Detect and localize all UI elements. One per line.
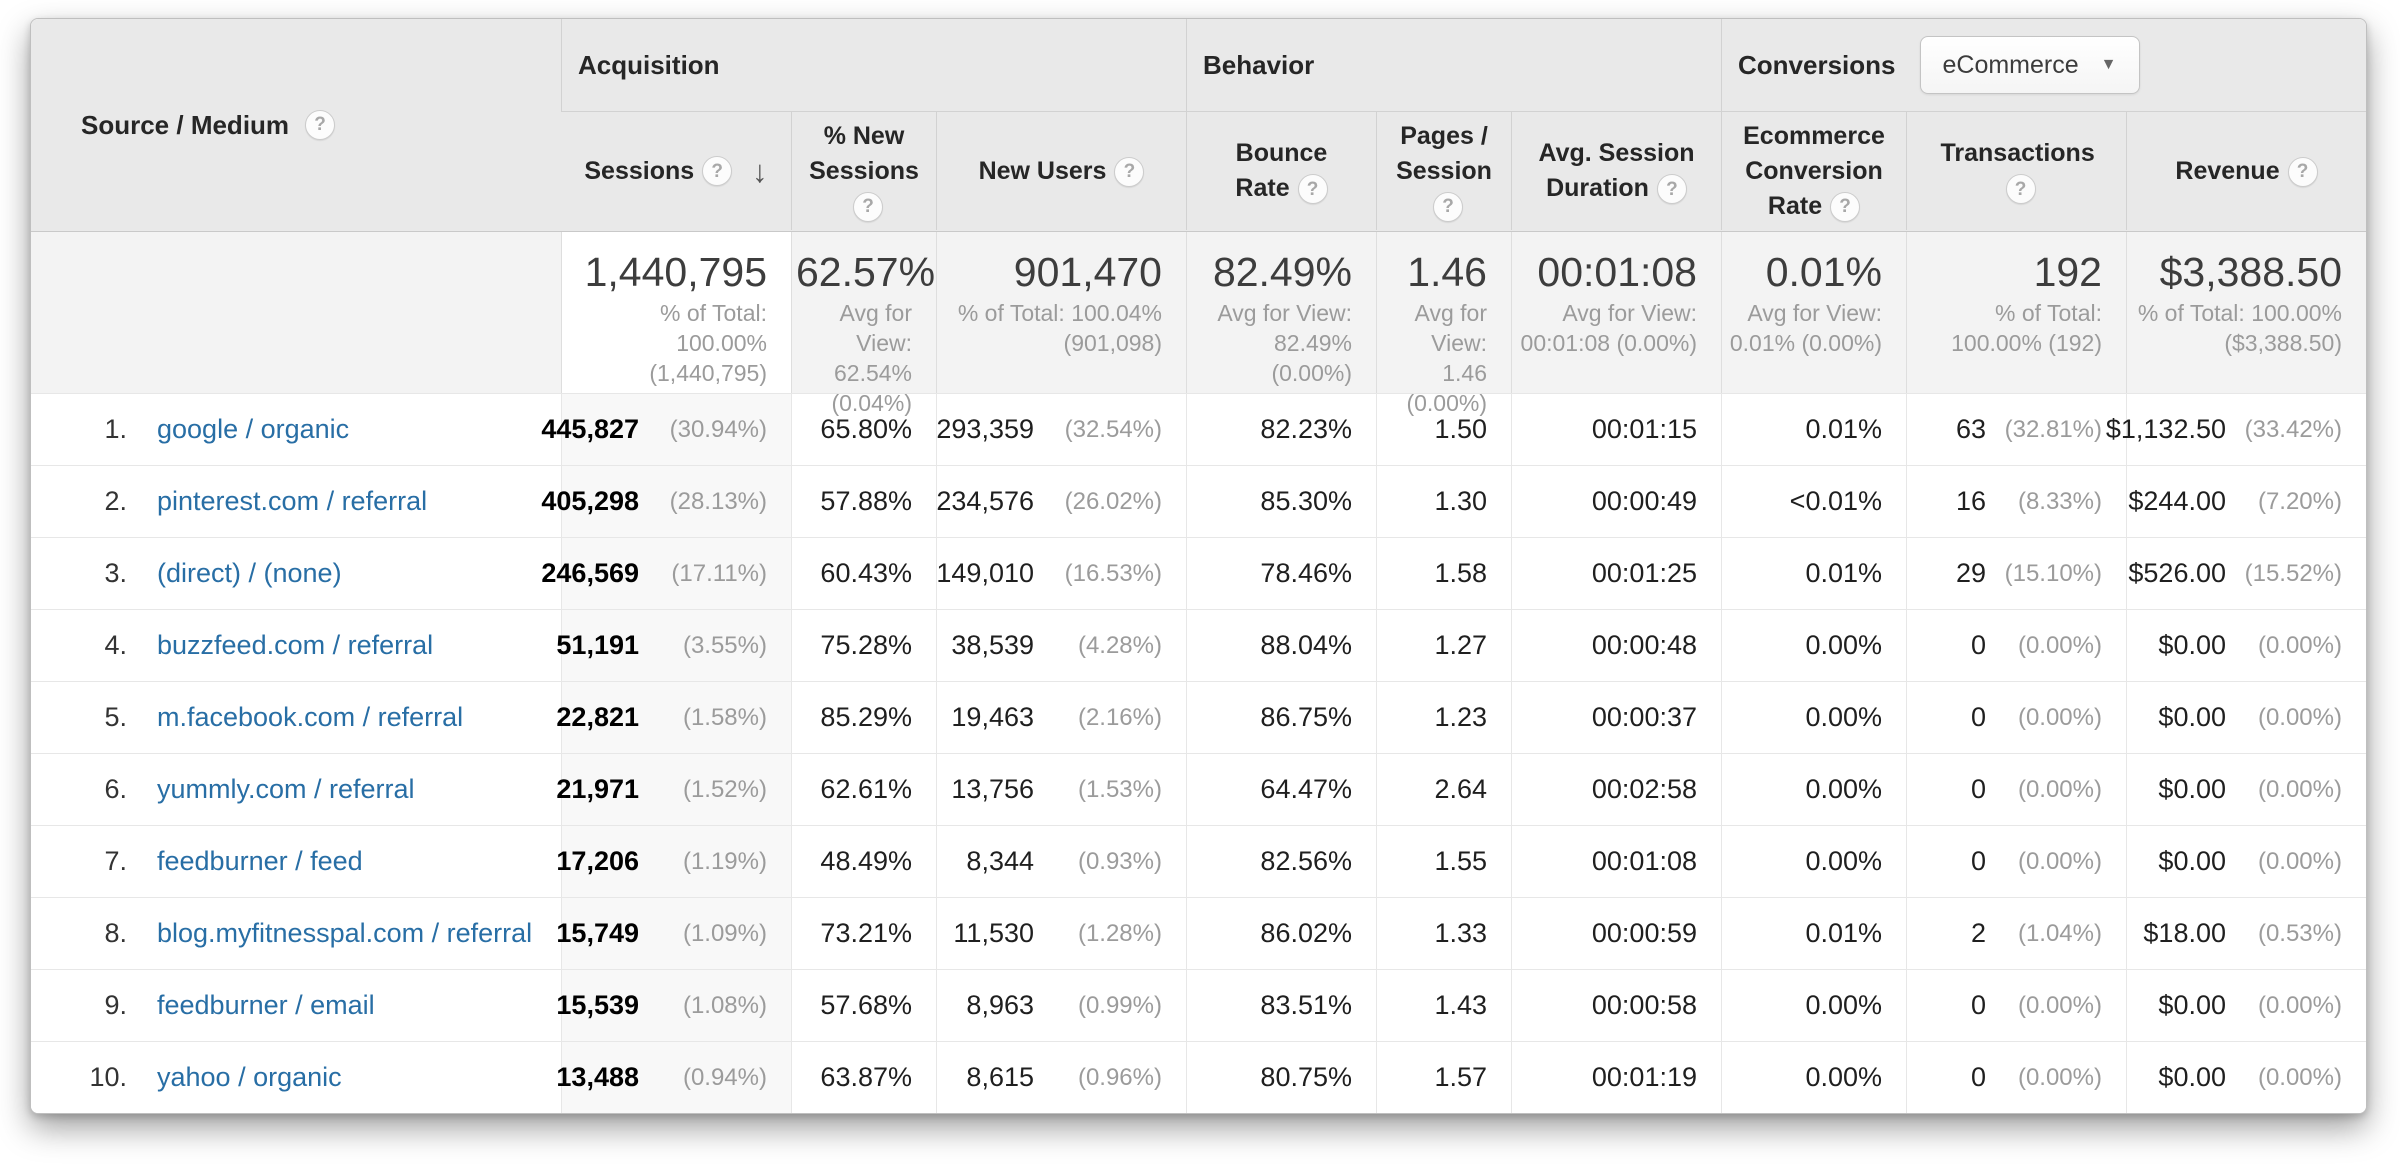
chevron-down-icon: ▼ <box>2100 56 2117 73</box>
new-users-cell: 13,756 (1.53%) <box>936 754 1186 825</box>
help-icon[interactable]: ? <box>1433 192 1463 222</box>
row-rank: 4. <box>104 630 127 660</box>
metric-group-row <box>561 19 2366 112</box>
table-row <box>31 1041 2366 1113</box>
new-sessions-rate-cell: 63.87% <box>791 1042 936 1113</box>
source-medium-cell <box>31 466 561 537</box>
avg-session-duration-cell: 00:00:58 <box>1511 970 1721 1041</box>
revenue-cell: $1,132.50 (33.42%) <box>2126 394 2366 465</box>
pages-session-cell: 1.33 <box>1376 898 1511 969</box>
source-medium-link[interactable]: feedburner / email <box>157 990 375 1020</box>
revenue-cell: $0.00 (0.00%) <box>2126 1042 2366 1113</box>
table-row <box>31 969 2366 1041</box>
source-medium-cell <box>31 754 561 825</box>
ecommerce-conversion-rate-cell: 0.01% <box>1721 394 1906 465</box>
metric-column-row <box>561 112 2366 230</box>
column-header-new-users[interactable]: New Users ? <box>936 112 1186 230</box>
sessions-cell: 445,827 (30.94%) <box>561 394 791 465</box>
bounce-rate-cell: 78.46% <box>1186 538 1376 609</box>
avg-session-duration-cell: 00:00:49 <box>1511 466 1721 537</box>
summary-avg-session-duration: 00:01:08 Avg for View: 00:01:08 (0.00%) <box>1511 232 1721 393</box>
avg-session-duration-cell: 00:00:59 <box>1511 898 1721 969</box>
source-medium-cell <box>31 826 561 897</box>
column-header-new-sessions[interactable]: % New Sessions? <box>791 112 936 230</box>
sessions-cell: 15,749 (1.09%) <box>561 898 791 969</box>
help-icon[interactable]: ? <box>702 156 732 186</box>
pages-session-cell: 1.23 <box>1376 682 1511 753</box>
new-sessions-rate-cell: 75.28% <box>791 610 936 681</box>
column-header-avg-session-duration[interactable]: Avg. Session Duration ? <box>1511 112 1721 230</box>
bounce-rate-cell: 82.56% <box>1186 826 1376 897</box>
summary-bounce-rate: 82.49% Avg for View: 82.49% (0.00%) <box>1186 232 1376 393</box>
help-icon[interactable]: ? <box>2006 174 2036 204</box>
pages-session-cell: 1.27 <box>1376 610 1511 681</box>
new-users-cell: 149,010 (16.53%) <box>936 538 1186 609</box>
analytics-table <box>30 18 2367 1114</box>
new-users-cell: 38,539 (4.28%) <box>936 610 1186 681</box>
new-sessions-rate-cell: 85.29% <box>791 682 936 753</box>
column-header-sessions[interactable]: Sessions ? ↓ <box>584 153 768 189</box>
row-rank: 1. <box>104 414 127 444</box>
help-icon[interactable]: ? <box>1830 192 1860 222</box>
column-header-bounce-rate[interactable]: Bounce Rate ? <box>1186 112 1376 230</box>
avg-session-duration-cell: 00:02:58 <box>1511 754 1721 825</box>
table-header <box>31 19 2366 232</box>
summary-ecommerce-conversion-rate: 0.01% Avg for View: 0.01% (0.00%) <box>1721 232 1906 393</box>
sort-descending-icon[interactable]: ↓ <box>752 153 768 189</box>
new-users-cell: 8,615 (0.96%) <box>936 1042 1186 1113</box>
source-medium-cell <box>31 394 561 465</box>
table-row <box>31 897 2366 969</box>
source-medium-cell <box>31 970 561 1041</box>
source-medium-link[interactable]: blog.myfitnesspal.com / referral <box>157 918 533 948</box>
new-users-cell: 8,963 (0.99%) <box>936 970 1186 1041</box>
new-users-cell: 19,463 (2.16%) <box>936 682 1186 753</box>
row-rank: 3. <box>104 558 127 588</box>
transactions-cell: 0 (0.00%) <box>1906 754 2126 825</box>
summary-new-sessions: 62.57% Avg for View: 62.54% (0.04%) <box>791 232 936 393</box>
source-medium-link[interactable]: yahoo / organic <box>157 1062 342 1092</box>
transactions-cell: 0 (0.00%) <box>1906 1042 2126 1113</box>
table-row <box>31 393 2366 465</box>
bounce-rate-cell: 82.23% <box>1186 394 1376 465</box>
source-medium-label: Source / Medium <box>81 109 290 140</box>
avg-session-duration-cell: 00:00:37 <box>1511 682 1721 753</box>
pages-session-cell: 1.50 <box>1376 394 1511 465</box>
row-rank: 10. <box>89 1062 127 1092</box>
metric-header-area <box>561 19 2366 231</box>
sessions-cell: 13,488 (0.94%) <box>561 1042 791 1113</box>
source-medium-link[interactable]: pinterest.com / referral <box>157 486 428 516</box>
source-medium-cell <box>31 898 561 969</box>
sessions-cell: 405,298 (28.13%) <box>561 466 791 537</box>
transactions-cell: 16 (8.33%) <box>1906 466 2126 537</box>
row-rank: 9. <box>104 990 127 1020</box>
revenue-cell: $244.00 (7.20%) <box>2126 466 2366 537</box>
summary-transactions: 192 % of Total: 100.00% (192) <box>1906 232 2126 393</box>
pages-session-cell: 1.43 <box>1376 970 1511 1041</box>
table-row <box>31 609 2366 681</box>
new-sessions-rate-cell: 57.88% <box>791 466 936 537</box>
new-sessions-rate-cell: 48.49% <box>791 826 936 897</box>
help-icon[interactable]: ? <box>853 192 883 222</box>
new-users-cell: 8,344 (0.93%) <box>936 826 1186 897</box>
group-acquisition-label: Acquisition <box>578 49 720 80</box>
transactions-cell: 29 (15.10%) <box>1906 538 2126 609</box>
ecommerce-conversion-rate-cell: 0.00% <box>1721 826 1906 897</box>
help-icon[interactable]: ? <box>1298 174 1328 204</box>
avg-session-duration-cell: 00:01:15 <box>1511 394 1721 465</box>
row-rank: 8. <box>104 918 127 948</box>
help-icon[interactable]: ? <box>1657 174 1687 204</box>
ecommerce-conversion-rate-cell: 0.01% <box>1721 898 1906 969</box>
bounce-rate-cell: 64.47% <box>1186 754 1376 825</box>
source-medium-cell <box>31 1042 561 1113</box>
summary-new-users: 901,470 % of Total: 100.04% (901,098) <box>936 232 1186 393</box>
bounce-rate-cell: 88.04% <box>1186 610 1376 681</box>
ecommerce-conversion-rate-cell: 0.00% <box>1721 682 1906 753</box>
source-medium-link[interactable]: yummly.com / referral <box>157 774 415 804</box>
group-behavior <box>1186 19 1721 111</box>
group-conversions <box>1721 19 2366 111</box>
summary-sessions: 1,440,795 % of Total: 100.00% (1,440,795) <box>561 232 791 393</box>
revenue-cell: $18.00 (0.53%) <box>2126 898 2366 969</box>
new-users-cell: 234,576 (26.02%) <box>936 466 1186 537</box>
table-row <box>31 537 2366 609</box>
ecommerce-conversion-rate-cell: 0.00% <box>1721 754 1906 825</box>
ecommerce-conversion-rate-cell: 0.01% <box>1721 538 1906 609</box>
table-row <box>31 681 2366 753</box>
pages-session-cell: 1.55 <box>1376 826 1511 897</box>
pages-session-cell: 1.30 <box>1376 466 1511 537</box>
group-acquisition <box>561 19 1186 111</box>
revenue-cell: $0.00 (0.00%) <box>2126 970 2366 1041</box>
ecommerce-conversion-rate-cell: 0.00% <box>1721 1042 1906 1113</box>
avg-session-duration-cell: 00:01:25 <box>1511 538 1721 609</box>
revenue-cell: $0.00 (0.00%) <box>2126 754 2366 825</box>
transactions-cell: 0 (0.00%) <box>1906 682 2126 753</box>
source-medium-link[interactable]: google / organic <box>157 414 350 444</box>
summary-revenue: $3,388.50 % of Total: 100.00% ($3,388.50) <box>2126 232 2366 393</box>
bounce-rate-cell: 83.51% <box>1186 970 1376 1041</box>
avg-session-duration-cell: 00:01:08 <box>1511 826 1721 897</box>
sessions-cell: 17,206 (1.19%) <box>561 826 791 897</box>
help-icon[interactable]: ? <box>2288 157 2318 187</box>
revenue-cell: $0.00 (0.00%) <box>2126 610 2366 681</box>
row-rank: 7. <box>104 846 127 876</box>
ecommerce-conversion-rate-cell: <0.01% <box>1721 466 1906 537</box>
new-users-cell: 293,359 (32.54%) <box>936 394 1186 465</box>
new-sessions-rate-cell: 57.68% <box>791 970 936 1041</box>
bounce-rate-cell: 85.30% <box>1186 466 1376 537</box>
pages-session-cell: 1.58 <box>1376 538 1511 609</box>
summary-row <box>31 232 2366 416</box>
column-header-source-medium[interactable] <box>31 19 561 231</box>
revenue-cell: $526.00 (15.52%) <box>2126 538 2366 609</box>
column-header-revenue[interactable]: Revenue ? <box>2126 112 2366 230</box>
sessions-cell: 51,191 (3.55%) <box>561 610 791 681</box>
source-medium-cell <box>31 538 561 609</box>
pages-session-cell: 1.57 <box>1376 1042 1511 1113</box>
bounce-rate-cell: 86.02% <box>1186 898 1376 969</box>
sessions-cell: 22,821 (1.58%) <box>561 682 791 753</box>
summary-dimension-cell <box>31 232 561 393</box>
help-icon[interactable]: ? <box>1114 157 1144 187</box>
group-behavior-label: Behavior <box>1203 49 1315 80</box>
sessions-cell: 21,971 (1.52%) <box>561 754 791 825</box>
transactions-cell: 63 (32.81%) <box>1906 394 2126 465</box>
avg-session-duration-cell: 00:00:48 <box>1511 610 1721 681</box>
table-row <box>31 825 2366 897</box>
row-rank: 6. <box>104 774 127 804</box>
column-header-ecommerce-conversion-rate[interactable]: Ecommerce Conversion Rate ? <box>1721 112 1906 230</box>
sessions-cell: 15,539 (1.08%) <box>561 970 791 1041</box>
group-conversions-label: Conversions <box>1738 49 1896 80</box>
new-sessions-rate-cell: 60.43% <box>791 538 936 609</box>
ecommerce-conversion-rate-cell: 0.00% <box>1721 610 1906 681</box>
conversions-goal-dropdown[interactable] <box>1920 36 2140 94</box>
table-body <box>31 393 2366 1113</box>
conversions-goal-selected: eCommerce <box>1942 50 2079 79</box>
revenue-cell: $0.00 (0.00%) <box>2126 682 2366 753</box>
table-row <box>31 753 2366 825</box>
summary-pages-session: 1.46 Avg for View: 1.46 (0.00%) <box>1376 232 1511 393</box>
transactions-cell: 0 (0.00%) <box>1906 610 2126 681</box>
new-sessions-rate-cell: 62.61% <box>791 754 936 825</box>
column-header-transactions[interactable]: Transactions? <box>1906 112 2126 230</box>
pages-session-cell: 2.64 <box>1376 754 1511 825</box>
bounce-rate-cell: 86.75% <box>1186 682 1376 753</box>
source-medium-cell <box>31 682 561 753</box>
source-medium-link[interactable]: buzzfeed.com / referral <box>157 630 434 660</box>
ecommerce-conversion-rate-cell: 0.00% <box>1721 970 1906 1041</box>
table-row <box>31 465 2366 537</box>
column-header-pages-session[interactable]: Pages / Session? <box>1376 112 1511 230</box>
help-icon[interactable]: ? <box>305 110 335 140</box>
transactions-cell: 2 (1.04%) <box>1906 898 2126 969</box>
avg-session-duration-cell: 00:01:19 <box>1511 1042 1721 1113</box>
bounce-rate-cell: 80.75% <box>1186 1042 1376 1113</box>
row-rank: 5. <box>104 702 127 732</box>
row-rank: 2. <box>104 486 127 516</box>
source-medium-link[interactable]: (direct) / (none) <box>157 558 342 588</box>
source-medium-link[interactable]: m.facebook.com / referral <box>157 702 464 732</box>
transactions-cell: 0 (0.00%) <box>1906 826 2126 897</box>
source-medium-link[interactable]: feedburner / feed <box>157 846 363 876</box>
transactions-cell: 0 (0.00%) <box>1906 970 2126 1041</box>
new-sessions-rate-cell: 73.21% <box>791 898 936 969</box>
new-sessions-rate-cell: 65.80% <box>791 394 936 465</box>
new-users-cell: 11,530 (1.28%) <box>936 898 1186 969</box>
source-medium-cell <box>31 610 561 681</box>
revenue-cell: $0.00 (0.00%) <box>2126 826 2366 897</box>
sessions-cell: 246,569 (17.11%) <box>561 538 791 609</box>
